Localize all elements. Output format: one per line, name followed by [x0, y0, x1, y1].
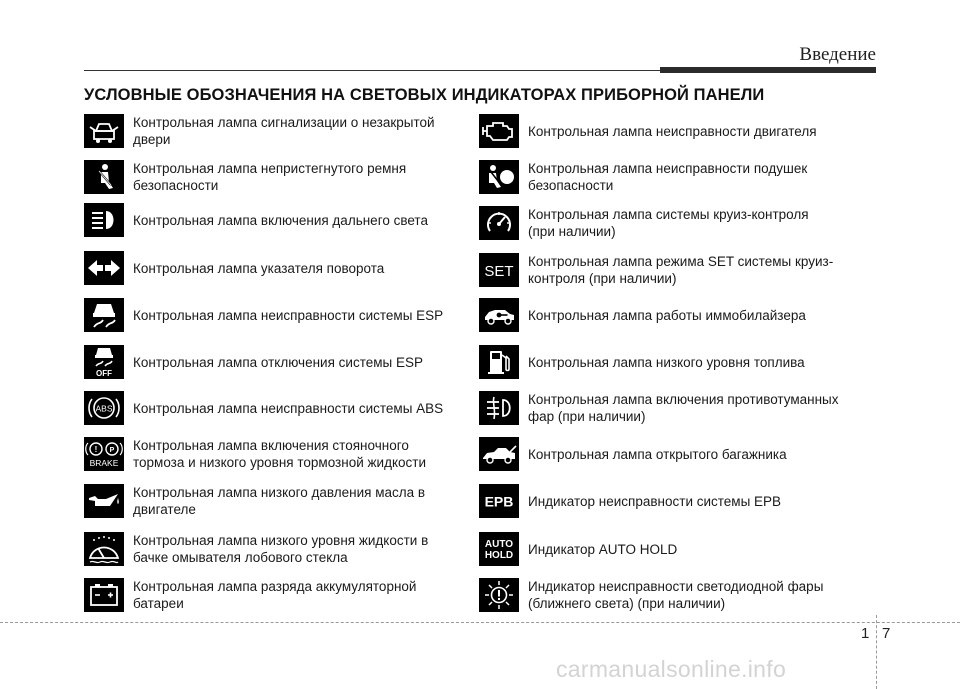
- indicator-item: [479, 391, 839, 425]
- indicator-label: Индикатор неисправности светодиодной фары (ближнего света) (при наличии): [528, 579, 824, 611]
- indicator-label: Контрольная лампа низкого уровня жидкости в бачке омывателя лобового стекла: [133, 533, 429, 565]
- indicator-item: [479, 160, 807, 194]
- indicator-item: [84, 114, 435, 148]
- page-number: 7: [882, 625, 891, 642]
- indicator-label: Контрольная лампа отключения системы ESP: [133, 354, 423, 370]
- indicator-label: Контрольная лампа разряда аккумуляторной батареи: [133, 579, 417, 611]
- indicator-item: [84, 532, 428, 566]
- esp-icon: [84, 298, 124, 332]
- indicator-label: Контрольная лампа неисправности системы ABS: [133, 400, 444, 416]
- indicator-label: Индикатор неисправности системы EPB: [528, 493, 782, 509]
- svg-text:EPB: EPB: [484, 493, 514, 510]
- high-beam-icon: [84, 203, 124, 237]
- esp-off-icon: [84, 345, 124, 379]
- indicator-label: Контрольная лампа низкого уровня топлива: [528, 354, 805, 370]
- indicator-item: [84, 251, 384, 285]
- indicator-item: [479, 578, 823, 612]
- turn-signal-icon: [84, 251, 124, 285]
- fuel-icon: [479, 345, 519, 379]
- indicator-label: Контрольная лампа неисправности двигателя: [528, 123, 817, 139]
- oil-pressure-icon: [84, 484, 124, 518]
- auto-hold-icon: [479, 532, 519, 566]
- led-headlamp-icon: [479, 578, 519, 612]
- check-engine-icon: [479, 114, 519, 148]
- immobilizer-icon: [479, 298, 519, 332]
- watermark: carmanualsonline.info: [556, 656, 787, 682]
- indicator-label: Контрольная лампа низкого давления масла в двигателе: [133, 485, 426, 517]
- indicator-item: [84, 298, 443, 332]
- indicator-label: Контрольная лампа режима SET системы круиз- контроля (при наличии): [528, 254, 834, 286]
- washer-fluid-icon: [84, 532, 124, 566]
- chapter-number: 1: [861, 625, 870, 642]
- airbag-icon: [479, 160, 519, 194]
- indicator-label: Контрольная лампа сигнализации о незакрытой двери: [133, 115, 435, 147]
- set-icon: [479, 253, 519, 287]
- indicator-item: [84, 203, 428, 237]
- svg-text:SET: SET: [484, 263, 514, 280]
- fog-light-icon: [479, 391, 519, 425]
- svg-text:HOLD: HOLD: [484, 550, 514, 561]
- indicator-label: Контрольная лампа указателя поворота: [133, 260, 385, 276]
- indicator-label: Контрольная лампа включения стояночного тормоза и низкого уровня тормозной жидкости: [133, 438, 426, 470]
- indicator-item: [479, 484, 781, 518]
- svg-text:BRAKE: BRAKE: [89, 458, 119, 468]
- svg-text:OFF: OFF: [96, 369, 112, 378]
- indicator-item: [84, 160, 406, 194]
- indicator-item: [84, 345, 423, 379]
- svg-text:!: !: [94, 445, 98, 454]
- abs-icon: [84, 391, 124, 425]
- indicator-item: [84, 391, 443, 425]
- indicator-item: [479, 345, 805, 379]
- cruise-icon: [479, 206, 519, 240]
- svg-text:P: P: [109, 447, 115, 454]
- footer-divider: [876, 615, 877, 689]
- svg-text:AUTO: AUTO: [484, 539, 514, 550]
- door-ajar-icon: [84, 114, 124, 148]
- header-rule: [84, 70, 660, 71]
- indicator-item: [479, 532, 677, 566]
- indicator-label: Контрольная лампа неисправности системы ESP: [133, 307, 444, 323]
- svg-text:ABS: ABS: [95, 403, 113, 414]
- epb-icon: [479, 484, 519, 518]
- indicator-label: Контрольная лампа включения противотуманных фар (при наличии): [528, 392, 839, 424]
- indicator-label: Индикатор AUTO HOLD: [528, 541, 678, 557]
- indicator-label: Контрольная лампа включения дальнего света: [133, 212, 428, 228]
- footer-rule: [0, 622, 960, 623]
- indicator-label: Контрольная лампа открытого багажника: [528, 446, 787, 462]
- header-bar: [660, 67, 876, 73]
- indicator-item: [84, 484, 425, 518]
- indicator-item: [479, 298, 806, 332]
- indicator-label: Контрольная лампа системы круиз-контроля (при наличии): [528, 207, 809, 239]
- indicator-label: Контрольная лампа непристегнутого ремня безопасности: [133, 161, 407, 193]
- indicator-label: Контрольная лампа неисправности подушек безопасности: [528, 161, 808, 193]
- seat-belt-icon: [84, 160, 124, 194]
- indicator-item: [479, 206, 809, 240]
- indicator-item: [479, 253, 833, 287]
- battery-icon: [84, 578, 124, 612]
- section-title: Введение: [799, 44, 876, 65]
- page-title: УСЛОВНЫЕ ОБОЗНАЧЕНИЯ НА СВЕТОВЫХ ИНДИКАТОРАХ ПРИБОРНОЙ ПАНЕЛИ: [84, 86, 765, 104]
- trunk-open-icon: [479, 437, 519, 471]
- brake-icon: [84, 437, 124, 471]
- indicator-item: [84, 578, 416, 612]
- indicator-item: [84, 437, 426, 471]
- indicator-label: Контрольная лампа работы иммобилайзера: [528, 307, 806, 323]
- indicator-item: [479, 437, 787, 471]
- indicator-item: [479, 114, 817, 148]
